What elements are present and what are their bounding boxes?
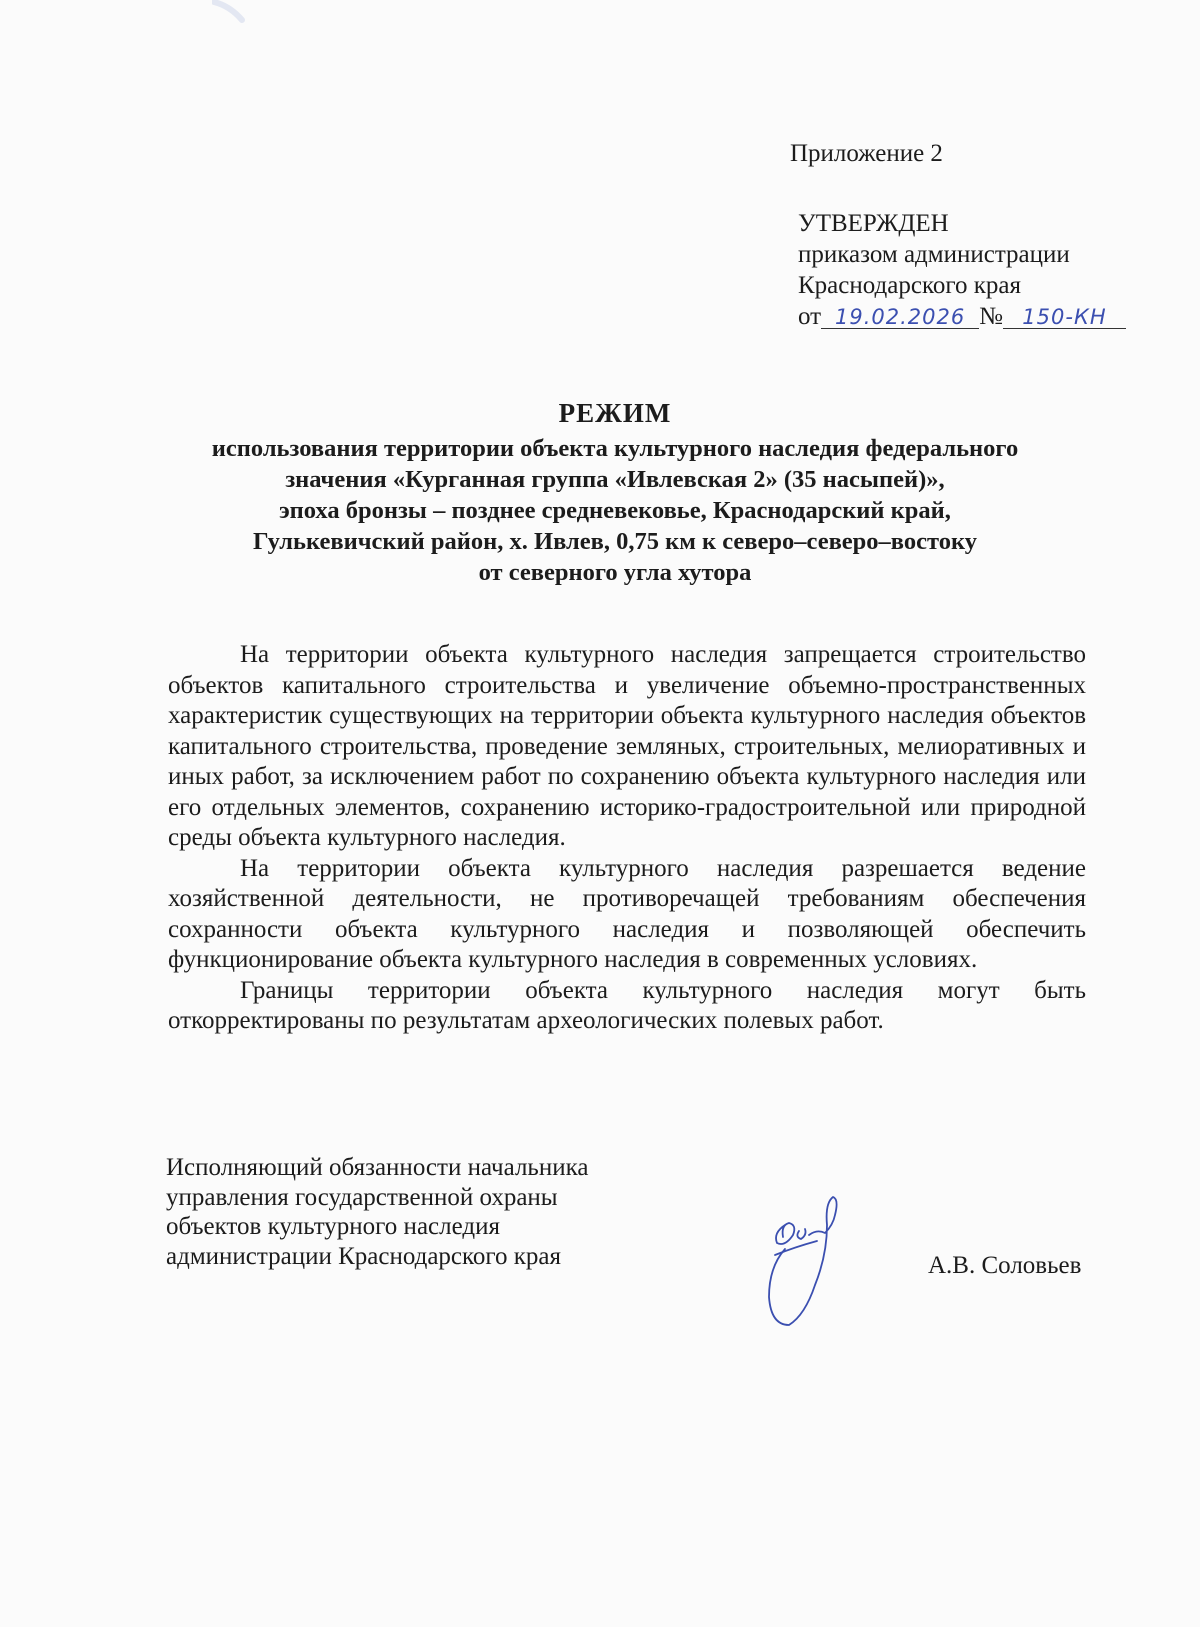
body-paragraph: Границы территории объекта культурного наследия могут быть откорректированы по результатам археологических полевых работ. [168, 976, 1086, 1034]
approved-line-1: приказом администрации [798, 241, 1070, 268]
subtitle-line: от северного угла хутора [478, 559, 752, 586]
document-subtitle [150, 433, 1080, 588]
subtitle-line: Гулькевичский район, х. Ивлев, 0,75 км к северо–северо–востоку [253, 528, 977, 555]
position-line: объектов культурного наследия [166, 1213, 500, 1240]
handwritten-number: 150-КН [1003, 306, 1126, 329]
signatory-position [166, 1153, 588, 1271]
approval-date-line [798, 301, 1126, 332]
date-prefix: от [798, 303, 822, 330]
position-line: Исполняющий обязанности начальника [166, 1154, 589, 1181]
document-heading: РЕЖИМ [558, 398, 672, 428]
scan-artifact [212, 0, 252, 24]
body-paragraph: На территории объекта культурного наследия разрешается ведение хозяйственной деятельности, не противоречащей требованиям обеспечения сохранности объекта культурного наследия и позволяющей обеспечить функционирование объекта культурного наследия в современных условиях. [168, 854, 1086, 973]
appendix-label: Приложение 2 [790, 140, 943, 167]
approval-block [798, 208, 1126, 332]
document-body [168, 640, 1086, 1037]
handwritten-date: 19.02.2026 [821, 306, 979, 329]
number-prefix: № [979, 303, 1003, 330]
position-line: администрации Краснодарского края [166, 1242, 562, 1270]
signer-name: А.В. Соловьев [928, 1252, 1082, 1279]
handwritten-signature [755, 1185, 875, 1345]
body-paragraph: На территории объекта культурного наследия запрещается строительство объектов капитального строительства и увеличение объемно-пространственных характеристик существующих на территории объекта культурного наследия объектов капитального строительства, проведение земляных, строительных, мелиоративных и иных работ, за исключением работ по сохранению объекта культурного наследия или его отдельных элементов, сохранению историко-градостроительной или природной среды объекта культурного наследия. [168, 641, 1086, 851]
subtitle-line: значения «Курганная группа «Ивлевская 2» (35 насыпей)», [285, 466, 945, 493]
approved-line-2: Краснодарского края [798, 272, 1021, 299]
position-line: управления государственной охраны [166, 1183, 558, 1211]
document-title-block [150, 398, 1080, 588]
approved-title: УТВЕРЖДЕН [798, 210, 949, 237]
subtitle-line: эпоха бронзы – позднее средневековье, Краснодарский край, [279, 497, 951, 524]
subtitle-line: использования территории объекта культурного наследия федерального [211, 435, 1019, 462]
